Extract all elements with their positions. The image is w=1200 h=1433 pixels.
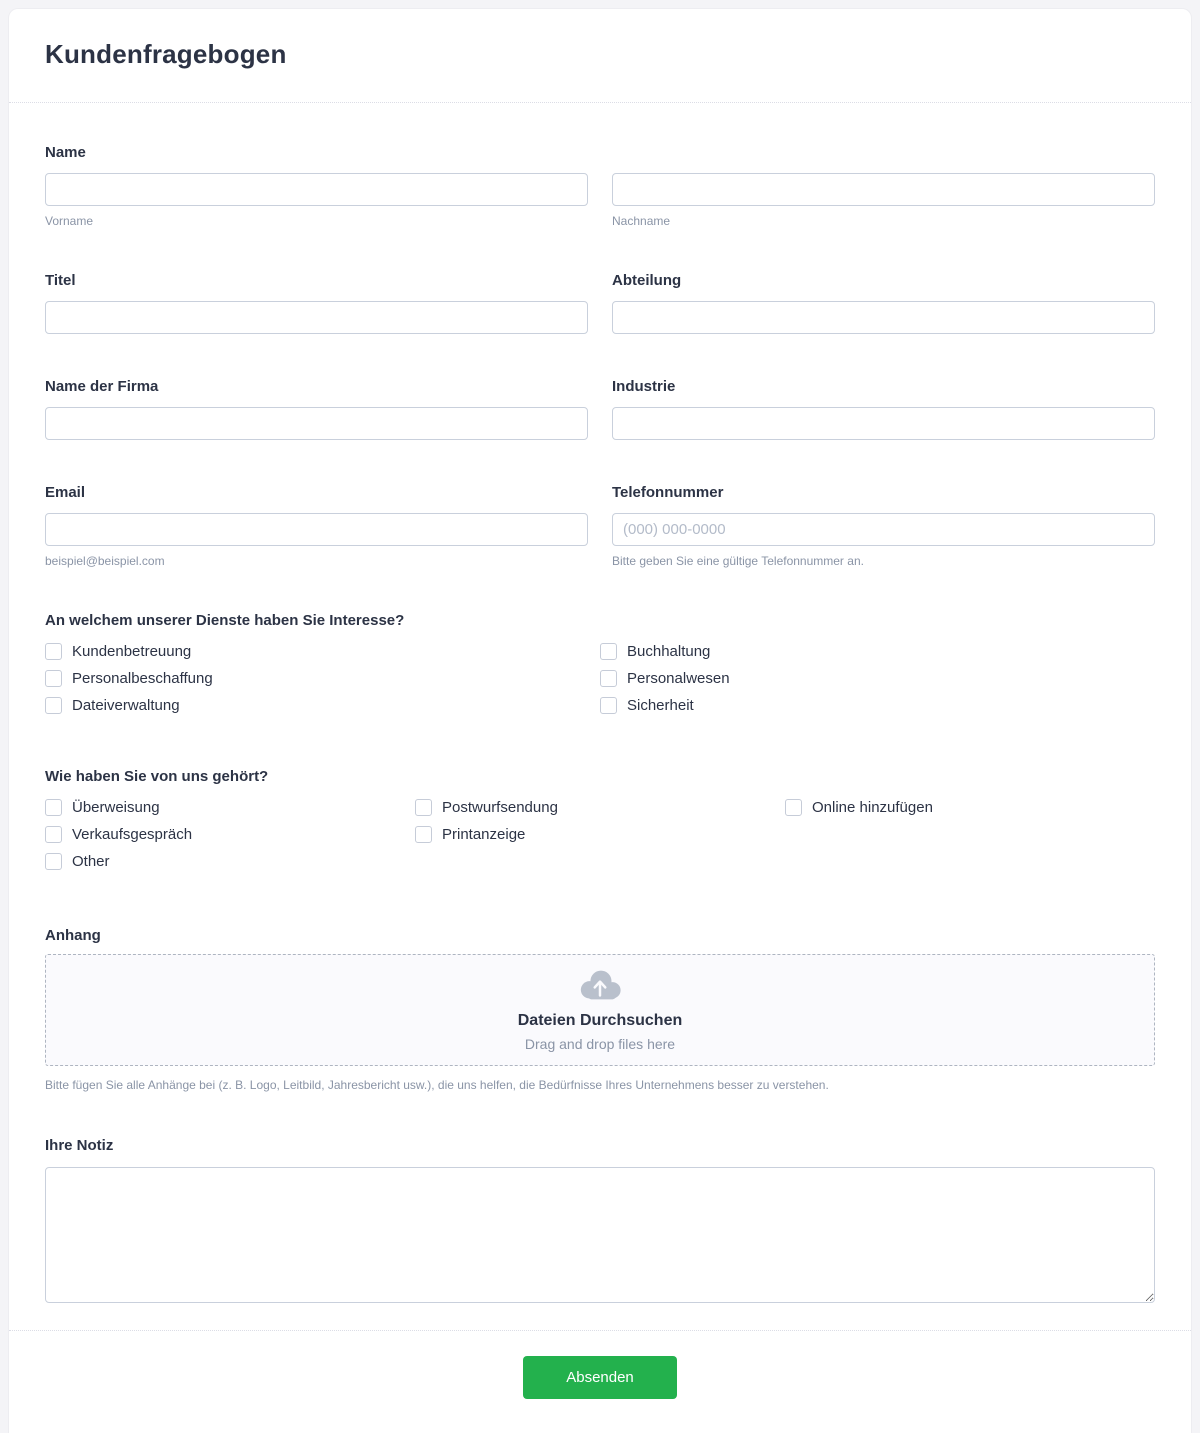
last-name-sublabel: Nachname [612,214,671,229]
referral-col-3 [785,799,1155,880]
referral-question: Wie haben Sie von uns gehört? [45,768,269,786]
abteilung-label: Abteilung [612,272,682,290]
industrie-field [612,378,1155,440]
email-telefon-row [45,484,1155,568]
checkbox-label: Sicherheit [627,697,694,715]
form-card [8,8,1192,1433]
firma-label: Name der Firma [45,378,159,396]
services-col-2 [600,643,1155,724]
notes-group [45,1137,1155,1303]
referral-col-1 [45,799,415,880]
notes-textarea[interactable] [45,1167,1155,1303]
titel-field [45,272,588,334]
checkbox-option-printanzeige[interactable] [415,826,525,843]
upload-label: Anhang [45,927,101,945]
first-name-col [45,173,588,228]
checkbox-option-other[interactable] [45,853,110,870]
name-label: Name [45,144,86,162]
email-label: Email [45,484,86,502]
checkbox[interactable] [600,670,617,687]
checkbox[interactable] [785,799,802,816]
referral-group [45,768,1155,880]
email-field [45,484,588,568]
checkbox-label: Überweisung [72,799,160,817]
firma-field [45,378,588,440]
titel-input[interactable] [45,301,588,334]
services-group [45,612,1155,724]
checkbox[interactable] [415,826,432,843]
checkbox-option-buchhaltung[interactable] [600,643,710,660]
email-input[interactable] [45,513,588,546]
industrie-label: Industrie [612,378,676,396]
upload-help-text: Bitte fügen Sie alle Anhänge bei (z. B. Logo, Leitbild, Jahresbericht usw.), die uns helfen, die Bedürfnisse Ihres Unternehmens besser zu verstehen. [45,1078,829,1093]
submit-button[interactable]: Absenden [523,1356,677,1399]
form-footer [9,1330,1191,1433]
checkbox-label: Online hinzufügen [812,799,933,817]
telefon-label: Telefonnummer [612,484,724,502]
checkbox-option-online-hinzufuegen[interactable] [785,799,933,816]
checkbox[interactable] [45,670,62,687]
email-sublabel: beispiel@beispiel.com [45,554,165,569]
checkbox-option-sicherheit[interactable] [600,697,694,714]
last-name-col [612,173,1155,228]
checkbox-option-ueberweisung[interactable] [45,799,160,816]
telefon-field [612,484,1155,568]
industrie-input[interactable] [612,407,1155,440]
checkbox-option-postwurfsendung[interactable] [415,799,558,816]
page-title: Kundenfragebogen [45,39,287,69]
checkbox[interactable] [415,799,432,816]
telefon-sublabel: Bitte geben Sie eine gültige Telefonnummer an. [612,554,864,569]
checkbox-option-kundenbetreuung[interactable] [45,643,191,660]
abteilung-field [612,272,1155,334]
abteilung-input[interactable] [612,301,1155,334]
firma-input[interactable] [45,407,588,440]
services-col-1 [45,643,600,724]
titel-abteilung-row [45,272,1155,334]
form-header [9,9,1191,103]
checkbox-label: Personalwesen [627,670,730,688]
referral-col-2 [415,799,785,880]
first-name-input[interactable] [45,173,588,206]
checkbox[interactable] [45,799,62,816]
services-question: An welchem unserer Dienste haben Sie Interesse? [45,612,405,630]
checkbox-option-verkaufsgespraech[interactable] [45,826,192,843]
checkbox[interactable] [45,697,62,714]
first-name-sublabel: Vorname [45,214,94,229]
form-body [9,103,1191,1303]
checkbox-option-dateiverwaltung[interactable] [45,697,180,714]
last-name-input[interactable] [612,173,1155,206]
checkbox-option-personalwesen[interactable] [600,670,730,687]
checkbox-label: Personalbeschaffung [72,670,213,688]
checkbox[interactable] [45,853,62,870]
checkbox-label: Buchhaltung [627,643,711,661]
upload-group [45,927,1155,1093]
file-dropzone[interactable] [45,954,1155,1066]
drag-drop-hint: Drag and drop files here [524,1035,676,1052]
telefon-input[interactable] [612,513,1155,546]
firma-industrie-row [45,378,1155,440]
checkbox-option-personalbeschaffung[interactable] [45,670,213,687]
checkbox-label: Other [72,853,110,871]
titel-label: Titel [45,272,76,290]
name-field-group [45,144,1155,228]
checkbox-label: Postwurfsendung [442,799,558,817]
cloud-upload-icon [577,968,623,1002]
checkbox-label: Kundenbetreuung [72,643,192,661]
checkbox[interactable] [45,643,62,660]
checkbox-label: Verkaufsgespräch [72,826,193,844]
notes-label: Ihre Notiz [45,1137,114,1155]
checkbox-label: Dateiverwaltung [72,697,180,715]
browse-files-button[interactable]: Dateien Durchsuchen [517,1011,683,1029]
checkbox-label: Printanzeige [442,826,526,844]
checkbox[interactable] [600,643,617,660]
checkbox[interactable] [45,826,62,843]
checkbox[interactable] [600,697,617,714]
